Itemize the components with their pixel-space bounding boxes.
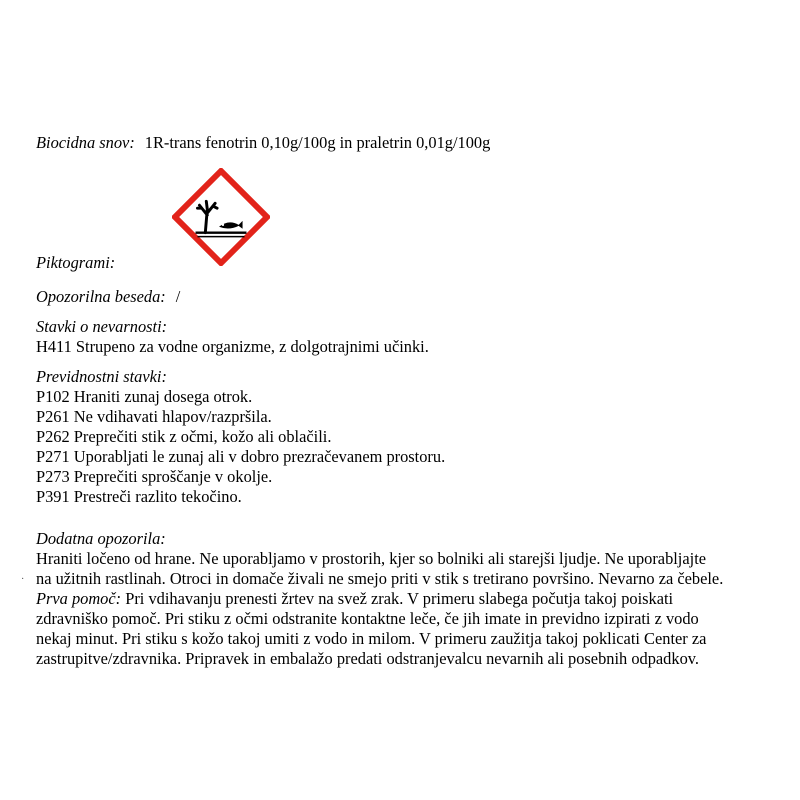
first-aid-line: [36, 589, 723, 609]
biocidal-substance-value: 1R-trans fenotrin 0,10g/100g in praletrin 0,01g/100g: [144, 133, 491, 152]
hazard-statements-label: Stavki o nevarnosti:: [36, 317, 168, 336]
pictograms-label: Piktogrami:: [36, 253, 116, 272]
hazard-statement: H411 Strupeno za vodne organizme, z dolgotrajnimi učinki.: [36, 337, 429, 356]
precautionary-statement: P271 Uporabljati le zunaj ali v dobro prezračevanem prostoru.: [36, 447, 446, 466]
first-aid-line: nekaj minut. Pri stiku s kožo takoj umiti z vodo in milom. V primeru zaužitja takoj poklicati Center za: [36, 629, 707, 648]
precautionary-statement: P262 Preprečiti stik z očmi, kožo ali oblačili.: [36, 427, 332, 446]
precautionary-statement: P261 Ne vdihavati hlapov/razpršila.: [36, 407, 272, 426]
signal-word-line: [36, 287, 180, 307]
biocidal-substance-label: Biocidna snov:: [36, 133, 135, 152]
first-aid-line: zdravniško pomoč. Pri stiku z očmi odstranite kontaktne leče, če jih imate in previdno izpirati z vodo: [36, 609, 699, 628]
precautionary-statements-section: [36, 367, 445, 507]
first-aid-text: Pri vdihavanju prenesti žrtev na svež zrak. V primeru slabega počutja takoj poiskati: [125, 589, 674, 608]
signal-word-label: Opozorilna beseda:: [36, 287, 166, 306]
hazard-statements-section: [36, 317, 429, 357]
additional-warning-line: Hraniti ločeno od hrane. Ne uporabljamo v prostorih, kjer so bolniki ali starejši ljudje. Ne uporabljajte: [36, 549, 707, 568]
biocidal-substance-line: [36, 133, 490, 153]
additional-warnings-section: [36, 529, 723, 669]
additional-warning-line: na užitnih rastlinah. Otroci in domače živali ne smejo priti v stik s tretirano površino. Nevarno za čebele.: [36, 569, 724, 588]
precautionary-statements-label: Previdnostni stavki:: [36, 367, 167, 386]
environment-hazard-icon: [172, 168, 270, 266]
first-aid-line: zastrupitve/zdravnika. Pripravek in embalažo predati odstranjevalcu nevarnih ali posebnih odpadkov.: [36, 649, 699, 668]
precautionary-statement: P102 Hraniti zunaj dosega otrok.: [36, 387, 253, 406]
margin-dot: ·: [21, 574, 25, 585]
precautionary-statement: P273 Preprečiti sproščanje v okolje.: [36, 467, 273, 486]
precautionary-statement: P391 Prestreči razlito tekočino.: [36, 487, 242, 506]
additional-warnings-label: Dodatna opozorila:: [36, 529, 166, 548]
signal-word-value: /: [175, 287, 181, 306]
first-aid-label: Prva pomoč:: [36, 589, 122, 608]
